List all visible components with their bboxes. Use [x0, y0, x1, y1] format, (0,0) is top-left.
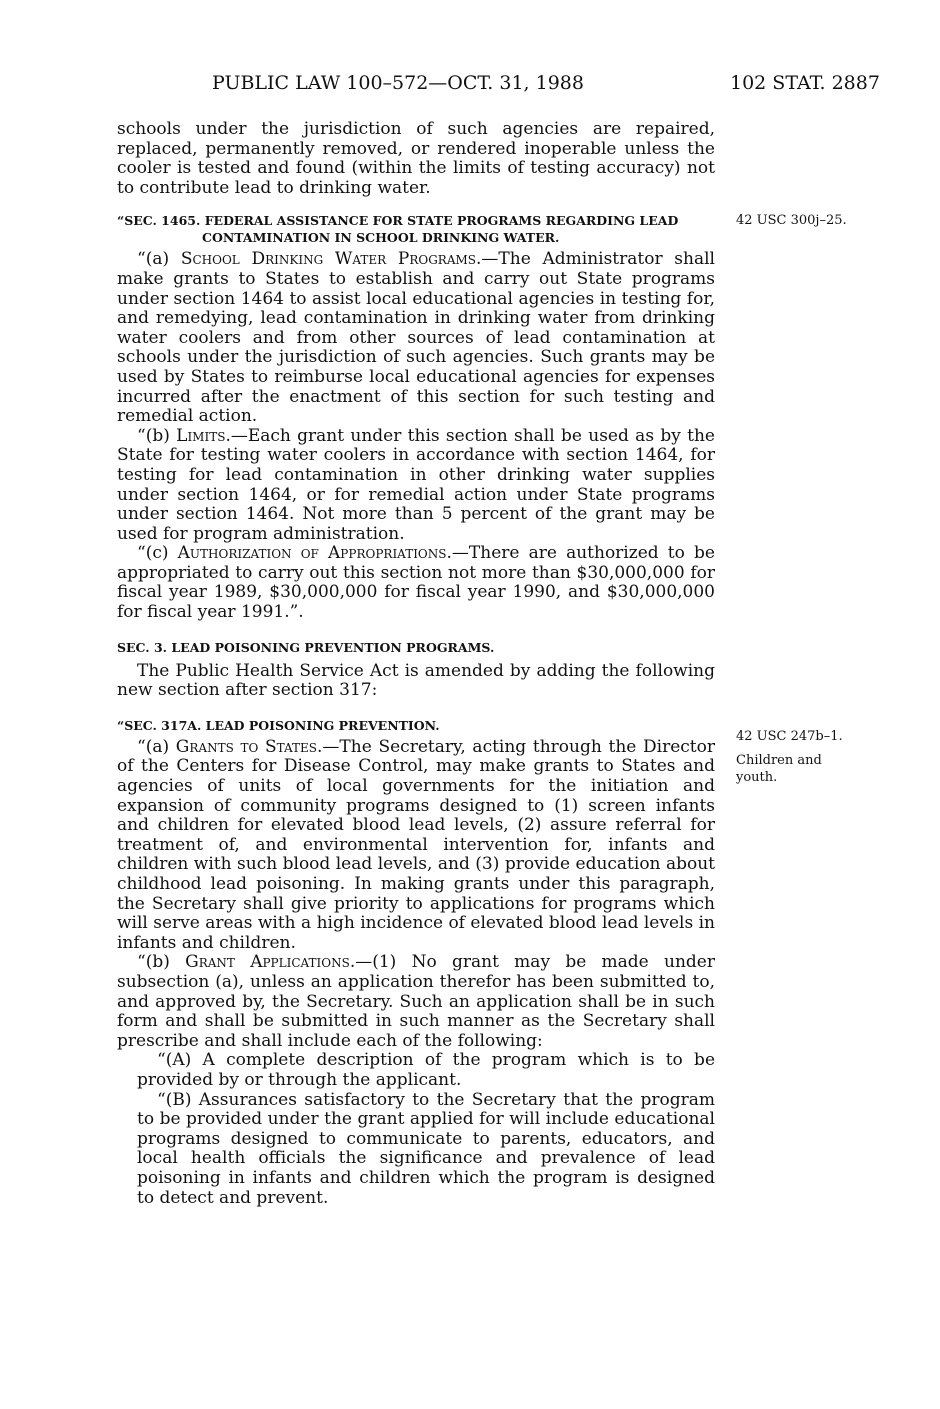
subsection-b-grant-applications [117, 953, 715, 1051]
subsection-b2-heading: Grant Applications [185, 952, 350, 973]
phsa-amendment-paragraph: The Public Health Service Act is amended by adding the following new section after section 317: [117, 660, 715, 701]
subsection-a-grants-to-states [117, 738, 715, 954]
section-1465-title: FEDERAL ASSISTANCE FOR STATE PROGRAMS REGARDING LEAD CONTAMINATION IN SCHOOL DRINKING WATER. [202, 213, 679, 246]
subsection-b-lead: “(b) [137, 425, 177, 446]
page-number: 102 STAT. 2887 [730, 72, 880, 94]
subsection-b-heading: Limits [176, 425, 226, 446]
clause-B: “(B) Assurances satisfactory to the Secretary that the program to be provided under the grant applied for will include educational programs designed to communicate to parents, educators, and local health officials the significance and prevalence of lead poisoning in infants and children which the program is designed to detect and prevent. [137, 1089, 715, 1208]
continued-paragraph: schools under the jurisdiction of such agencies are repaired, replaced, permanently removed, or rendered inoperable unless the cooler is tested and found (within the limits of testing accuracy) not to contribute lead to drinking water. [117, 119, 715, 198]
subsection-b2-text: .—(1) No grant may be made under subsection (a), unless an application therefor has been submitted to, and approved by, the Secretary. Such an application shall be in such form and shall be submitted in such manner as the Secretary shall prescribe and shall include each of the following: [117, 952, 715, 1051]
clause-A: “(A) A complete description of the program which is to be provided by or through the applicant. [137, 1050, 715, 1090]
subsection-c-lead: “(c) [137, 543, 178, 564]
subsection-a-text: .—The Administrator shall make grants to States to establish and carry out State programs under section 1464 to assist local educational agencies in testing for, and remedying, lead contamination in drinking water from drinking water coolers and from other sources of lead contamination at schools under the jurisdiction of such agencies. Such grants may be used by States to reimburse local educational agencies for expenses incurred after the enactment of this section for such testing and remedial action. [117, 249, 715, 427]
subsection-a-lead: “(a) [137, 249, 181, 270]
margin-note-children-and-youth: Children and youth. [736, 753, 822, 785]
subsection-c-text: .—There are authorized to be appropriated to carry out this section not more than $30,000,000 for fiscal year 1989, $30,000,000 for fiscal year 1990, and $30,000,000 for fiscal year 1991.”. [117, 543, 715, 623]
subsection-b-text: .—Each grant under this section shall be used as by the State for testing water coolers in accordance with section 1464, for testing for lead contamination in other drinking water supplies under section 1464, or for remedial action under State programs under section 1464. Not more than 5 percent of the grant may be used for program administration. [117, 425, 715, 544]
margin-note-42-usc-247b-1: 42 USC 247b–1. [736, 729, 843, 744]
section-1465-number: “SEC. 1465. [117, 213, 201, 229]
subsection-a-heading: School Drinking Water Programs [180, 249, 476, 270]
subsection-c-heading: Authorization of Appropriations [177, 543, 447, 564]
subsection-b-limits [117, 427, 715, 545]
section-1465-heading [117, 212, 715, 246]
margin-note-42-usc-300j-25: 42 USC 300j–25. [736, 213, 847, 228]
main-text-column [117, 120, 715, 1208]
subsection-c-appropriations [117, 544, 715, 622]
section-3-heading: SEC. 3. LEAD POISONING PREVENTION PROGRAMS. [117, 639, 495, 655]
running-header-title: PUBLIC LAW 100–572—OCT. 31, 1988 [212, 72, 584, 94]
subsection-b2-lead: “(b) [137, 952, 186, 973]
subsection-a2-heading: Grants to States [175, 736, 318, 757]
subsection-a2-lead: “(a) [137, 736, 176, 757]
subsection-a-school-programs [117, 250, 715, 426]
subsection-a2-text: .—The Secretary, acting through the Director of the Centers for Disease Control, may make grants to States and agencies of units of local governments for the initiation and expansion of community programs designed to (1) screen infants and children for elevated blood lead levels, (2) assure referral for treatment of, and environmental intervention for, infants and children with such blood lead levels, and (3) provide education about childhood lead poisoning. In making grants under this paragraph, the Secretary shall give priority to applications for programs which will serve areas with a high incidence of elevated blood lead levels in infants and children. [117, 736, 716, 953]
section-317a-heading: “SEC. 317A. LEAD POISONING PREVENTION. [117, 717, 440, 733]
